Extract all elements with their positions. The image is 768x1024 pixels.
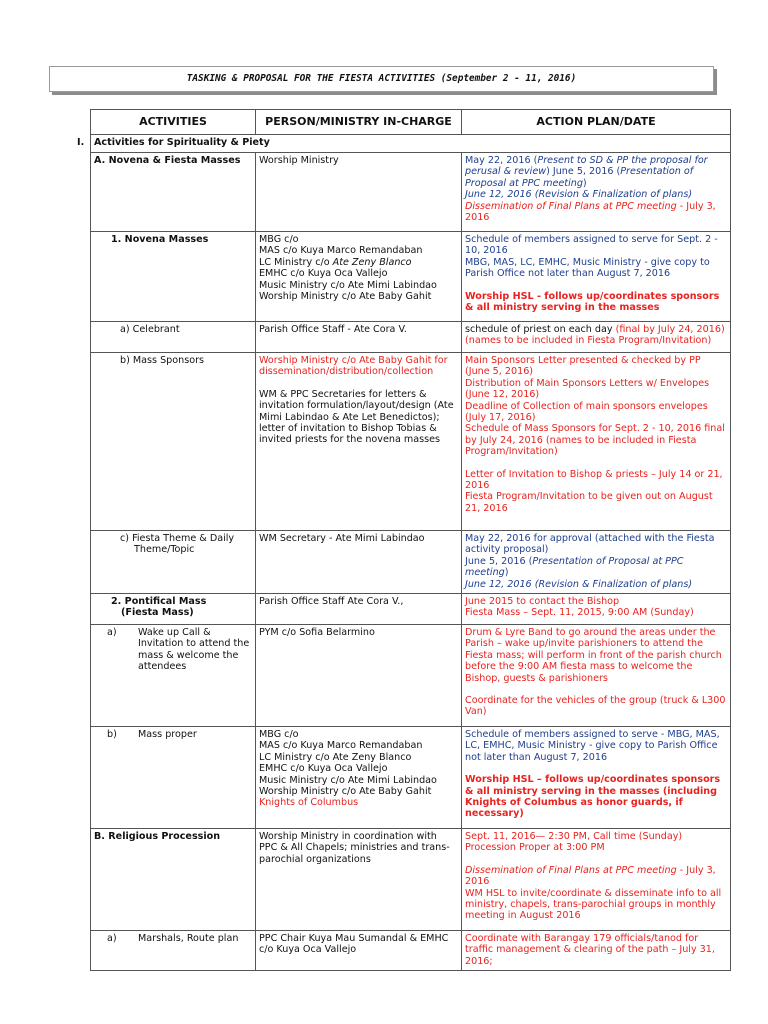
- action-text: Schedule of members assigned to serve for Sept. 2 - 10, 2016: [465, 234, 718, 257]
- item-label: a): [107, 627, 117, 639]
- table-row: [91, 594, 731, 625]
- table-row: [91, 232, 731, 322]
- action-text: Deadline of Collection of main sponsors envelopes (July 17, 2016): [465, 400, 708, 424]
- action-text: June 2015 to contact the Bishop: [465, 596, 620, 608]
- activity-cell: b) Mass Sponsors: [91, 353, 256, 531]
- action-text: ): [504, 567, 509, 579]
- action-text: Main Sponsors Letter presented & checked by PP (June 5, 2016): [465, 355, 701, 378]
- action-cell: [462, 829, 731, 931]
- action-text: Distribution of Main Sponsors Letters w/ Envelopes (June 12, 2016): [465, 377, 710, 401]
- section-numeral: I.: [77, 137, 85, 148]
- person-line: MBG c/o: [259, 234, 299, 245]
- person-cell: [256, 353, 462, 531]
- person-cell: Worship Ministry in coordination with PPC & All Chapels; ministries and trans-parochial organizations: [256, 829, 462, 931]
- activity-line: Marshals, Route plan: [138, 933, 239, 945]
- person-cell: Parish Office Staff - Ate Cora V.: [256, 322, 462, 353]
- action-cell: [462, 232, 731, 322]
- action-text: Present to SD & PP the proposal for perusal & review: [465, 155, 708, 178]
- person-line: LC Ministry c/o Ate Zeny Blanco: [259, 751, 412, 763]
- person-cell: Worship Ministry: [256, 153, 462, 232]
- document-title-box: [49, 66, 714, 92]
- table-row: [91, 153, 731, 232]
- person-cell: PYM c/o Sofia Belarmino: [256, 625, 462, 727]
- table-header-row: [91, 110, 731, 135]
- activity-line: Wake up Call & Invitation to attend the mass & welcome the attendees: [138, 627, 250, 673]
- action-text: Dissemination of Final Plans at PPC meeting: [465, 200, 677, 212]
- person-line: Knights of Columbus: [259, 797, 359, 809]
- action-text: Presentation of Proposal at PPC meeting: [465, 555, 684, 579]
- action-text: June 12, 2016 (Revision & Finalization of plans): [465, 189, 693, 201]
- person-line: Worship Ministry c/o Ate Baby Gahit: [259, 786, 432, 798]
- table-row: [91, 727, 731, 829]
- person-line: Music Ministry c/o Ate Mimi Labindao: [259, 774, 437, 786]
- action-cell: [462, 625, 731, 727]
- activity-cell: a) Celebrant: [91, 322, 256, 353]
- action-text: May 22, 2016 for approval (attached with the Fiesta activity proposal): [465, 533, 715, 556]
- person-cell: PPC Chair Kuya Mau Sumandal & EMHC c/o Kuya Oca Vallejo: [256, 931, 462, 971]
- activity-cell: [91, 531, 256, 594]
- activity-line: Theme/Topic: [134, 544, 195, 556]
- person-line: Ate Zeny Blanco: [332, 256, 412, 268]
- action-text: Sept. 11, 2016— 2:30 PM, Call time (Sunday): [465, 831, 683, 843]
- action-text: Dissemination of Final Plans at PPC meeting: [465, 864, 677, 876]
- person-line: Worship Ministry c/o Ate Baby Gahit for dissemination/distribution/collection: [259, 355, 448, 378]
- activity-cell: [91, 727, 256, 829]
- activity-line: 2. Pontifical Mass: [111, 596, 207, 608]
- person-cell: WM Secretary - Ate Mimi Labindao: [256, 531, 462, 594]
- action-cell: [462, 153, 731, 232]
- table-row: [91, 931, 731, 971]
- action-text: Letter of Invitation to Bishop & priests – July 14 or 21, 2016: [465, 468, 723, 492]
- action-cell: [462, 531, 731, 594]
- action-text: MBG, MAS, LC, EMHC, Music Ministry - give copy to Parish Office not later than August 7, 2016: [465, 256, 710, 280]
- action-text: June 5, 2016 (: [465, 555, 533, 567]
- activity-line: Mass proper: [138, 729, 197, 741]
- action-text: Schedule of members assigned to serve - MBG, MAS, LC, EMHC, Music Ministry - give copy to Parish Office not later than August 7, 2016: [465, 729, 720, 763]
- activity-cell: B. Religious Procession: [91, 829, 256, 931]
- action-cell: [462, 353, 731, 531]
- activity-cell: [91, 931, 256, 971]
- action-text: (final by July 24, 2016) (names to be included in Fiesta Program/Invitation): [465, 324, 725, 347]
- action-text: Coordinate for the vehicles of the group (truck & L300 Van): [465, 695, 726, 718]
- section-row: [91, 135, 731, 153]
- table-row: [91, 531, 731, 594]
- person-line: Worship Ministry c/o Ate Baby Gahit: [259, 291, 432, 303]
- action-text: Procession Proper at 3:00 PM: [465, 842, 605, 854]
- person-line: MAS c/o Kuya Marco Remandaban: [259, 740, 423, 752]
- action-text: Fiesta Program/Invitation to be given out on August 21, 2016: [465, 491, 713, 514]
- person-line: EMHC c/o Kuya Oca Vallejo: [259, 763, 388, 775]
- table-row: [91, 353, 731, 531]
- action-text: Presentation of Proposal at PPC meeting: [465, 166, 694, 189]
- person-line: Music Ministry c/o Ate Mimi Labindao: [259, 279, 437, 291]
- action-text: June 12, 2016 (Revision & Finalization of plans): [465, 578, 693, 590]
- action-text: ) June 5, 2016 (: [546, 166, 621, 178]
- person-cell: Parish Office Staff Ate Cora V.,: [256, 594, 462, 625]
- activity-cell: A. Novena & Fiesta Masses: [91, 153, 256, 232]
- action-text: Fiesta Mass – Sept. 11, 2015, 9:00 AM (Sunday): [465, 607, 694, 619]
- activity-cell: [91, 625, 256, 727]
- person-cell: [256, 727, 462, 829]
- action-text: May 22, 2016 (: [465, 155, 538, 166]
- table-row: [91, 829, 731, 931]
- activity-line: (Fiesta Mass): [121, 607, 194, 619]
- action-text: ): [582, 177, 587, 189]
- action-text: schedule of priest on each day: [465, 324, 616, 335]
- person-cell: [256, 232, 462, 322]
- document-title: TASKING & PROPOSAL FOR THE FIESTA ACTIVITIES (September 2 - 11, 2016): [186, 73, 577, 84]
- action-text: WM HSL to invite/coordinate & disseminate info to all ministry, chapels, trans-parochial groups in monthly meeting in August 2016: [465, 887, 722, 922]
- activity-line: c) Fiesta Theme & Daily: [120, 533, 235, 544]
- action-cell: [462, 594, 731, 625]
- person-line: WM & PPC Secretaries for letters & invitation formulation/layout/design (Ate Mimi Labindao & Ate Let Benedictos); letter of invitation to Bishop Tobias & invited priests for the novena masses: [259, 388, 454, 446]
- action-text: - July 3, 2016: [465, 864, 716, 888]
- header-activities: ACTIVITIES: [91, 110, 256, 135]
- action-text: Drum & Lyre Band to go around the areas under the Parish – wake up/invite parishioners to attend the Fiesta mass; will perform in front of the parish church before the 9:00 AM fiesta mass to welcome the Bishop, guests & parishioners: [465, 627, 722, 684]
- fiesta-activities-table: [90, 109, 731, 971]
- item-label: a): [107, 933, 117, 945]
- action-text: - July 3, 2016: [465, 200, 716, 224]
- action-cell: Coordinate with Barangay 179 officials/tanod for traffic management & clearing of the path – July 31, 2016;: [462, 931, 731, 971]
- header-person: PERSON/MINISTRY IN-CHARGE: [256, 110, 462, 135]
- action-text: Worship HSL – follows up/coordinates sponsors & all ministry serving in the masses (including Knights of Columbus as honor guards, if necessary): [465, 774, 721, 820]
- item-label: b): [107, 729, 117, 741]
- person-line: EMHC c/o Kuya Oca Vallejo: [259, 268, 388, 280]
- table-row: [91, 625, 731, 727]
- action-cell: [462, 322, 731, 353]
- person-line: MAS c/o Kuya Marco Remandaban: [259, 245, 423, 257]
- person-line: MBG c/o: [259, 729, 299, 741]
- header-action: ACTION PLAN/DATE: [462, 110, 731, 135]
- section-label: Activities for Spirituality & Piety: [91, 135, 731, 153]
- action-text: Schedule of Mass Sponsors for Sept. 2 - 10, 2016 final by July 24, 2016 (names to be included in Fiesta Program/Invitation): [465, 423, 725, 458]
- table-row: [91, 322, 731, 353]
- action-cell: [462, 727, 731, 829]
- person-line: LC Ministry c/o: [259, 256, 333, 268]
- activity-cell: [91, 594, 256, 625]
- activity-cell: 1. Novena Masses: [91, 232, 256, 322]
- action-text: Worship HSL - follows up/coordinates sponsors & all ministry serving in the masses: [465, 290, 720, 314]
